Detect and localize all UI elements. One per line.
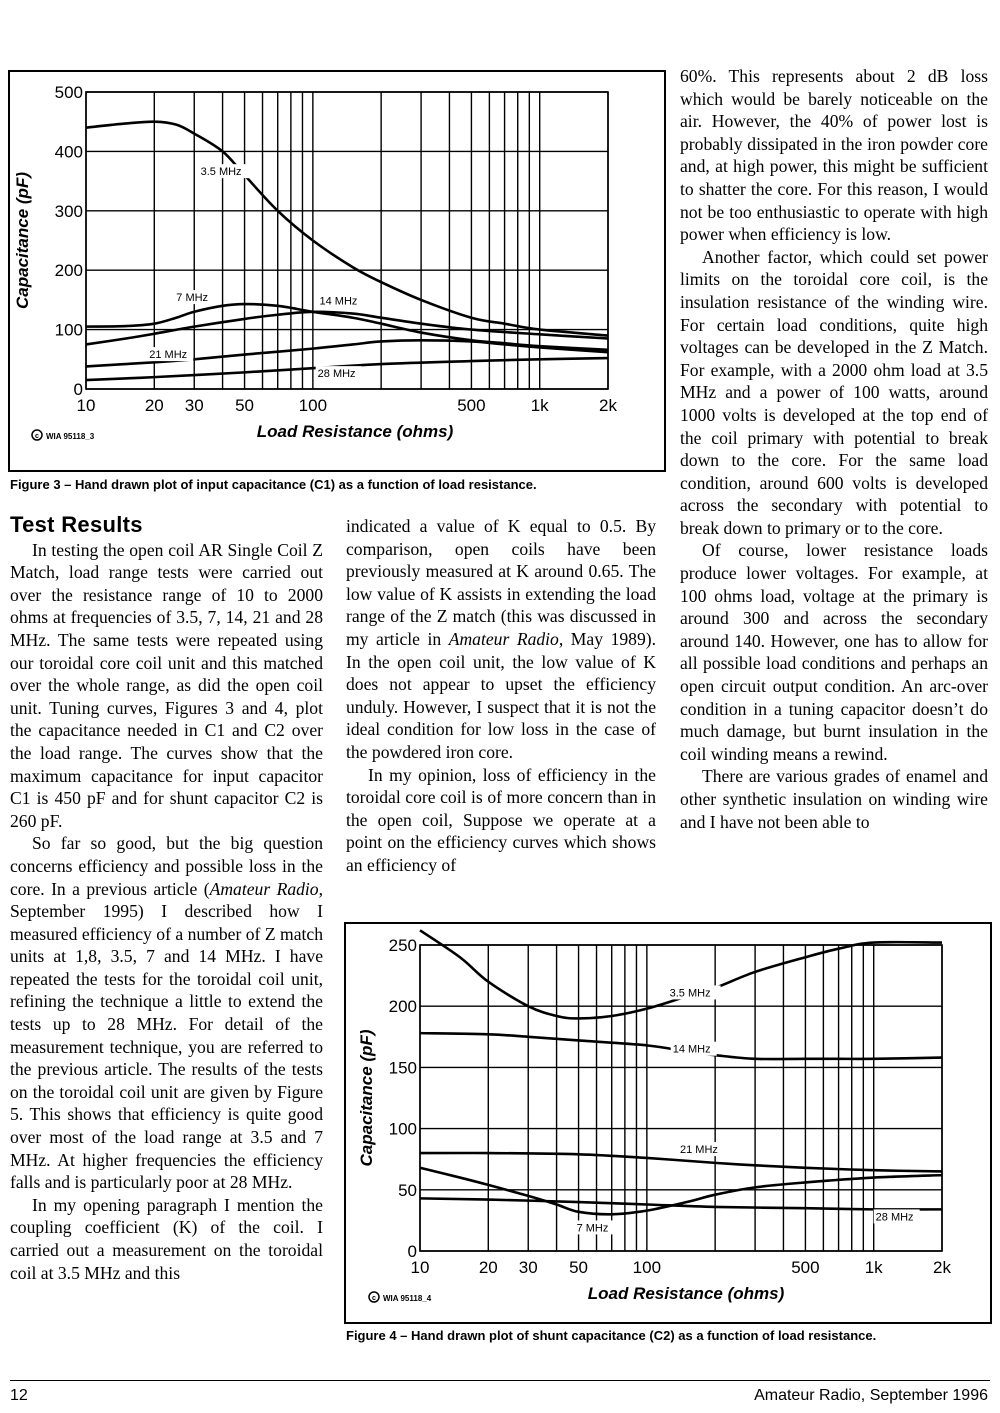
x-axis-label: Load Resistance (ohms): [256, 422, 454, 441]
figure-credit: WIA 95118_3: [46, 432, 95, 441]
column-2: [346, 515, 656, 877]
y-tick-label: 0: [73, 380, 83, 399]
y-axis-label: Capacitance (pF): [13, 172, 32, 309]
y-tick-label: 100: [54, 320, 83, 340]
x-tick-label: 1k: [530, 396, 549, 415]
series-label: 28 MHz: [875, 1211, 914, 1224]
col2-paragraph: In my opinion, loss of efficiency in the toroidal core coil is of more concern than in the open coil, Suppose we operate at a point on the efficiency curves which shows an efficiency of: [346, 764, 656, 875]
x-tick-label: 10: [76, 396, 96, 415]
series-label: 3.5 MHz: [669, 987, 711, 1000]
column-3: [680, 65, 988, 833]
y-tick-label: 300: [54, 201, 83, 221]
y-tick-label: 0: [407, 1242, 417, 1261]
col3-paragraph: Another factor, which could set power limits on the toroidal core coil, is the insulation resistance of the winding wire. For certain load conditions, quite high voltages can be developed in the Z Match. For example, with a 2000 ohm load at 3.5 MHz and a power of 100 watts, around 1000 volts is developed at the top end of the coil primary with potential to break down to the core. For the same load condition, around 600 volts is developed across the secondary with potential to break down to primary or to the core.: [680, 246, 988, 538]
x-tick-label: 1k: [864, 1258, 883, 1277]
figure-4-box: [344, 922, 992, 1324]
col2-paragraph: indicated a value of K equal to 0.5. By comparison, open coils have been previously measured at K around 0.65. The low value of K assists in extending the load range of the Z match (this was discussed in my article in Amateur Radio, May 1989). In the open coil unit, the low value of K does not appear to upset the efficiency unduly. However, I suspect that it is not the ideal condition for low loss in the case of the powdered iron core.: [346, 516, 657, 762]
y-tick-label: 500: [54, 83, 83, 102]
y-axis-label: Capacitance (pF): [357, 1029, 376, 1167]
series-label: 28 MHz: [317, 368, 356, 381]
series-label: 7 MHz: [176, 292, 209, 305]
x-tick-label: 500: [791, 1258, 820, 1277]
x-tick-label: 10: [410, 1258, 430, 1277]
y-tick-label: 250: [388, 936, 417, 955]
series-label: 21 MHz: [680, 1144, 718, 1157]
footer-rule: [10, 1380, 990, 1381]
figure-4-chart: [346, 924, 990, 1322]
figure-3-caption: Figure 3 – Hand drawn plot of input capacitance (C1) as a function of load resistance.: [10, 477, 537, 492]
col1-paragraph: In my opening paragraph I mention the coupling coefficient (K) of the coil. I carried out a measurement on the toroidal coil at 3.5 MHz and this: [10, 1194, 323, 1283]
section-heading: Test Results: [10, 512, 143, 537]
figure-credit: WIA 95118_4: [383, 1294, 432, 1303]
col3-paragraph: Of course, lower resistance loads produce lower voltages. For example, at 100 ohms load, voltage at the primary is around 300 and across the secondary around 140. However, one has to allow for all possible load conditions and perhaps an open circuit output condition. An arc-over condition in a tuning capacitor doesn’t do much damage, but burnt insulation in the coil winding means a rewind.: [680, 540, 988, 764]
series-label: 14 MHz: [319, 295, 358, 308]
x-tick-label: 20: [144, 396, 164, 415]
col3-paragraph: There are various grades of enamel and other synthetic insulation on winding wire and I have not been able to: [680, 766, 988, 832]
figure-3-chart: [10, 72, 664, 470]
y-tick-label: 150: [388, 1058, 417, 1078]
copyright-symbol: c: [372, 1295, 376, 1302]
x-axis-label: Load Resistance (ohms): [587, 1284, 785, 1303]
x-tick-label: 100: [298, 396, 328, 415]
col3-paragraph: 60%. This represents about 2 dB loss which would be barely noticeable on the air. However, the 40% of power lost is probably dissipated in the iron powder core and, at high power, this might be sufficient to shatter the core. For this reason, I would not be too enthusiastic to operate with high power when efficiency is low.: [680, 66, 988, 245]
x-tick-label: 50: [569, 1258, 589, 1277]
x-tick-label: 50: [235, 396, 255, 415]
y-tick-label: 50: [398, 1180, 417, 1200]
y-tick-label: 400: [54, 142, 83, 162]
column-1: [10, 514, 323, 1284]
x-tick-label: 2k: [599, 396, 617, 415]
publication-name: Amateur Radio, September 1996: [754, 1387, 988, 1404]
y-tick-label: 200: [388, 997, 417, 1017]
series-label: 3.5 MHz: [200, 166, 242, 179]
x-tick-label: 30: [184, 396, 204, 415]
x-tick-label: 20: [478, 1258, 498, 1277]
copyright-symbol: c: [35, 433, 39, 440]
series-label: 14 MHz: [672, 1043, 711, 1056]
series-label: 7 MHz: [576, 1222, 609, 1235]
figure-3-box: [8, 70, 666, 472]
x-tick-label: 100: [632, 1258, 662, 1277]
col1-paragraph: In testing the open coil AR Single Coil Z Match, load range tests were carried out over the resistance range of 10 to 2000 ohms at frequencies of 3.5, 7, 14, 21 and 28 MHz. The same tests were repeated using our toroidal core coil unit and this matched over the whole range, as did the open coil unit. Tuning curves, Figures 3 and 4, plot the capacitance needed in C1 and C2 over the load range. The curves show that the maximum capacitance for input capacitor C1 is 450 pF and for shunt capacitor C2 is 260 pF.: [10, 539, 323, 831]
series-label: 21 MHz: [149, 349, 188, 362]
x-tick-label: 2k: [933, 1258, 951, 1277]
y-tick-label: 100: [388, 1119, 417, 1139]
page-number: 12: [10, 1387, 28, 1404]
col1-paragraph: So far so good, but the big question concerns efficiency and possible loss in the core. In a previous article (Amateur Radio, September 1995) I described how I measured efficiency of a number of Z match units at 1,8, 3.5, 7 and 14 MHz. I have repeated the tests for the toroidal coil unit, refining the technique a little to extend the tests up to 28 MHz. For detail of the measurement technique, you are referred to the previous article. The results of the tests on the toroidal coil unit are given by Figure 5. This shows that efficiency is quite good over most of the load range at 3.5 and 7 MHz. At higher frequencies the efficiency falls and is particularly poor at 28 MHz.: [10, 833, 324, 1193]
x-tick-label: 30: [518, 1258, 538, 1277]
x-tick-label: 500: [457, 396, 486, 415]
figure-4-caption: Figure 4 – Hand drawn plot of shunt capacitance (C2) as a function of load resistance.: [346, 1328, 877, 1343]
y-tick-label: 200: [54, 261, 83, 281]
